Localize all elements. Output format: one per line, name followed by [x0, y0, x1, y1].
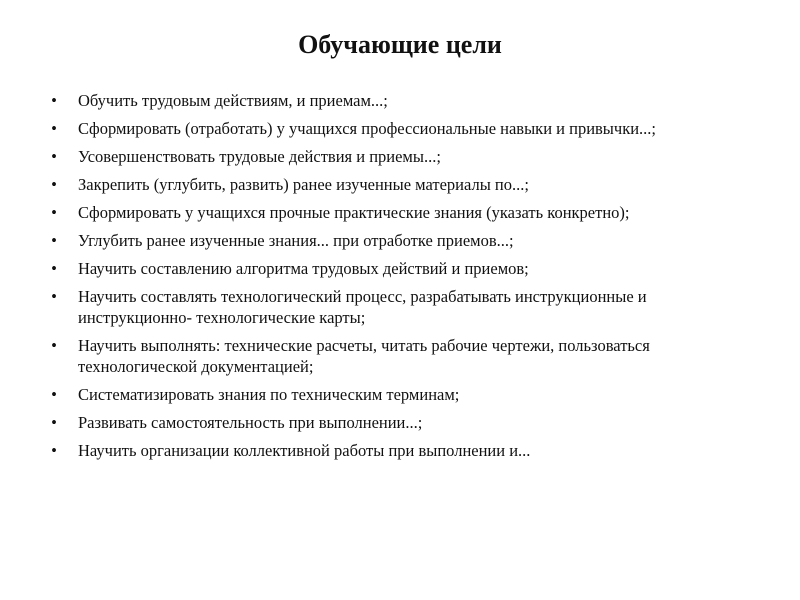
list-item-text: Сформировать (отработать) у учащихся профессиональные навыки и привычки...; [78, 119, 656, 138]
bullet-icon: • [51, 259, 57, 278]
list-item-text: Сформировать у учащихся прочные практические знания (указать конкретно); [78, 203, 630, 222]
bullet-icon: • [51, 175, 57, 194]
bullet-icon: • [51, 91, 57, 110]
bullet-icon: • [51, 147, 57, 166]
list-item [44, 384, 760, 405]
list-item-text: Научить составлению алгоритма трудовых действий и приемов; [78, 259, 529, 278]
list-item-text: Усовершенствовать трудовые действия и приемы...; [78, 147, 441, 166]
list-item [44, 440, 760, 461]
list-item-text: Закрепить (углубить, развить) ранее изученные материалы по...; [78, 175, 529, 194]
list-item-text: Обучить трудовым действиям, и приемам...; [78, 91, 388, 110]
bullet-icon: • [51, 231, 57, 250]
list-item-text: Научить организации коллективной работы при выполнении и... [78, 441, 531, 460]
list-item-text: Систематизировать знания по техническим терминам; [78, 385, 460, 404]
list-item [44, 230, 760, 251]
list-item [44, 202, 760, 223]
list-item-text: Развивать самостоятельность при выполнении...; [78, 413, 423, 432]
bullet-icon: • [51, 413, 57, 432]
bullet-icon: • [51, 287, 57, 306]
bullet-icon: • [51, 336, 57, 355]
bullet-icon: • [51, 385, 57, 404]
list-item [44, 286, 760, 328]
bullet-icon: • [51, 441, 57, 460]
bullet-icon: • [51, 119, 57, 138]
objectives-list [44, 90, 760, 468]
list-item [44, 412, 760, 433]
list-item [44, 90, 760, 111]
list-item-text: Научить составлять технологический процесс, разрабатывать инструкционные и инструкционно- технологические карты; [78, 287, 647, 327]
list-item [44, 174, 760, 195]
list-item [44, 146, 760, 167]
list-item-text: Углубить ранее изученные знания... при отработке приемов...; [78, 231, 514, 250]
list-item [44, 118, 760, 139]
list-item-text: Научить выполнять: технические расчеты, читать рабочие чертежи, пользоваться технологической документацией; [78, 336, 650, 376]
list-item [44, 335, 760, 377]
bullet-icon: • [51, 203, 57, 222]
list-item [44, 258, 760, 279]
slide-title: Обучающие цели [298, 30, 502, 59]
